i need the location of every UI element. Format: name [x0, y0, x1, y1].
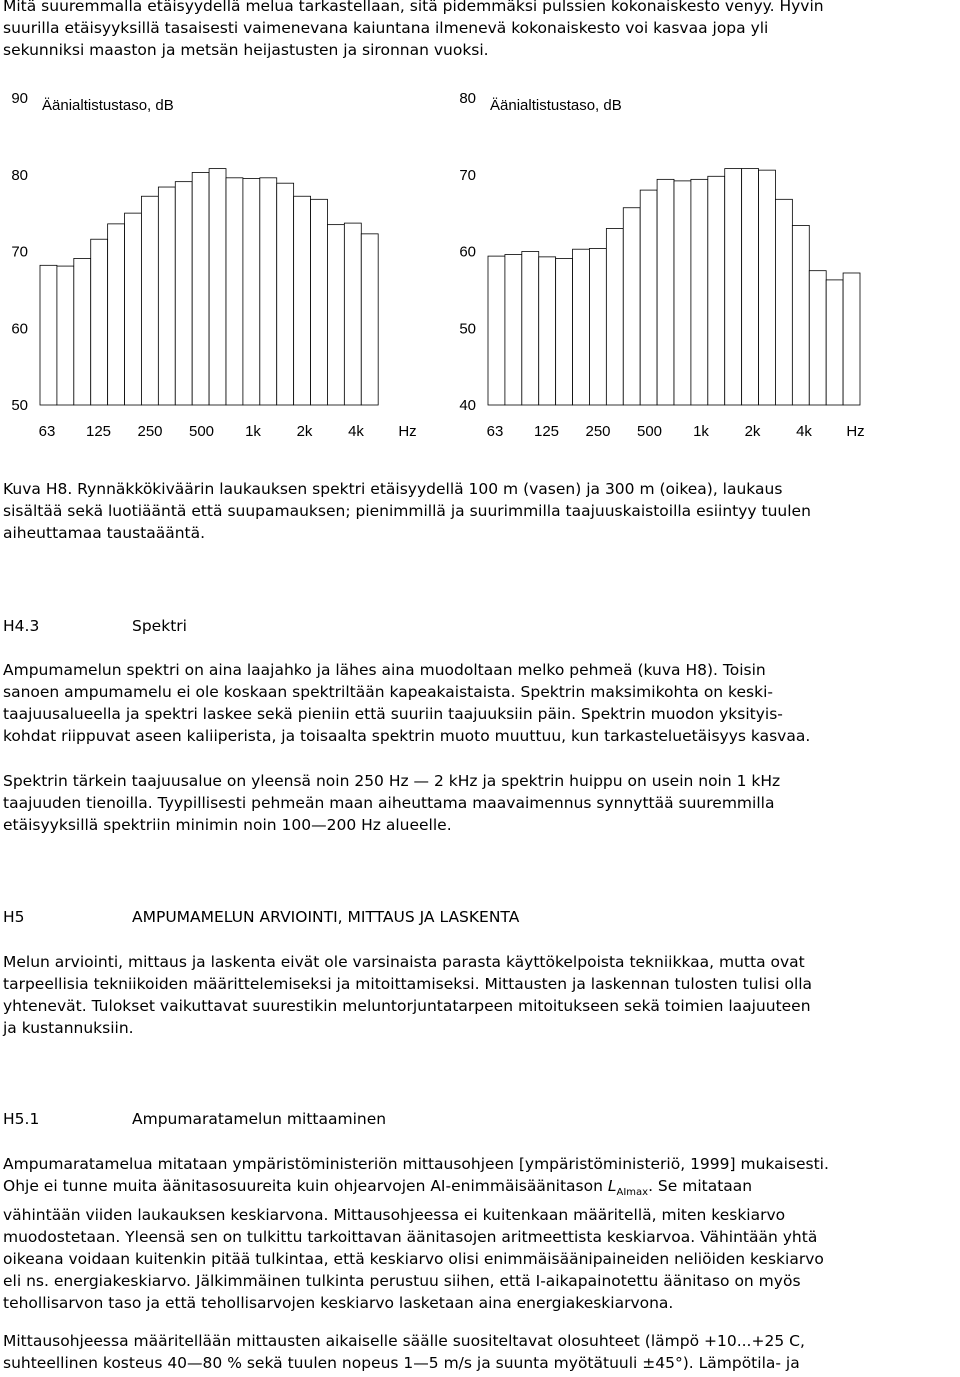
- text-line: tehollisarvon taso ja että tehollisarvojen keskiarvo lasketaan aina energiakeskiarvona.: [3, 1294, 674, 1313]
- x-tick-label: 2k: [296, 423, 313, 440]
- bar: [826, 280, 843, 405]
- bar: [91, 239, 108, 405]
- bar: [57, 266, 74, 405]
- bar: [327, 225, 344, 405]
- y-tick-label: 70: [459, 166, 476, 184]
- bar: [277, 183, 294, 405]
- spectrum-chart-300m: [448, 92, 888, 447]
- y-tick-label: 60: [11, 320, 28, 338]
- text-segment: . Se mitataan: [648, 1177, 753, 1195]
- paragraph-measurement-2: [3, 1330, 957, 1374]
- spectrum-chart-300m-svg: [448, 92, 888, 447]
- bar: [361, 234, 378, 405]
- y-tick-label: 80: [459, 90, 476, 107]
- bar: [792, 225, 809, 405]
- paragraph-spectrum-2: [3, 770, 957, 836]
- bar: [125, 213, 142, 405]
- text-line: kohdat riippuvat aseen kaliiperista, ja toisaalta spektrin muoto muuttuu, kun tarkasteluetäisyys kasvaa.: [3, 727, 811, 745]
- section-title: Spektri: [132, 617, 187, 635]
- intro-paragraph: [3, 0, 957, 61]
- text-line: taajuuden tienoilla. Tyypillisesti pehmeän maan aiheuttama maavaimennus synnyttää suuremmilla: [3, 794, 775, 812]
- y-tick-label: 90: [11, 90, 28, 107]
- bar: [192, 172, 209, 405]
- chart-title: Äänialtistustaso, dB: [42, 97, 174, 114]
- y-tick-label: 50: [459, 320, 476, 338]
- bar: [657, 179, 674, 405]
- text-line: ja kustannuksiin.: [3, 1019, 134, 1037]
- section-title: AMPUMAMELUN ARVIOINTI, MITTAUS JA LASKENTA: [132, 908, 520, 926]
- bar: [623, 208, 640, 405]
- text-line: sekunniksi maaston ja metsän heijastusten ja sironnan vuoksi.: [3, 41, 489, 59]
- x-tick-label: 1k: [245, 423, 261, 440]
- text-line: vähintään viiden laukauksen keskiarvona. Mittausohjeessa ei kuitenkaan määritellä, miten keskiarvo: [3, 1206, 786, 1225]
- bar: [344, 223, 361, 405]
- bar: [809, 271, 826, 405]
- bar: [708, 176, 725, 405]
- spectrum-chart-100m-svg: [0, 92, 440, 447]
- bar: [843, 273, 860, 405]
- text-line: Ampumaratamelua mitataan ympäristöministeriön mittausohjeen [ympäristöministeriö, 1999] mukaisesti.: [3, 1155, 829, 1173]
- x-tick-label: 250: [585, 423, 611, 440]
- text-line: taajuusalueella ja spektri laskee sekä pieniin että suuriin taajuuksiin päin. Spektrin muodon yksityis-: [3, 705, 783, 723]
- x-tick-label: 4k: [348, 423, 364, 440]
- x-tick-label: 125: [533, 423, 560, 440]
- bar: [175, 182, 192, 405]
- bar: [725, 169, 742, 405]
- section-number: H5.1: [3, 1110, 40, 1128]
- bar: [759, 170, 776, 405]
- section-title: Ampumaratamelun mittaaminen: [132, 1110, 387, 1128]
- bar: [640, 190, 657, 405]
- text-segment: Ohje ei tunne muita äänitasosuureita kuin ohjearvojen AI-enimmäisäänitason: [3, 1177, 608, 1195]
- bar: [141, 196, 158, 405]
- bar: [40, 265, 57, 405]
- text-line: sanoen ampumamelu ei ole koskaan spektriltään kapeakaistaista. Spektrin maksimikohta on keski-: [3, 683, 773, 701]
- x-tick-label: 63: [486, 423, 504, 440]
- bar: [243, 179, 260, 405]
- section-number: H5: [3, 908, 25, 926]
- x-tick-label: Hz: [398, 423, 417, 440]
- text-line: oikeana voidaan kuitenkin pitää tulkintaa, että keskiarvo olisi enimmäisäänipaineiden neliöiden keskiarvo: [3, 1250, 824, 1269]
- y-tick-label: 70: [11, 243, 28, 261]
- text-line: Melun arviointi, mittaus ja laskenta eivät ole varsinaista parasta käyttökelpoista tekniikkaa, mutta ovat: [3, 953, 805, 971]
- text-line: Spektrin tärkein taajuusalue on yleensä noin 250 Hz — 2 kHz ja spektrin huippu on usein noin 1 kHz: [3, 772, 781, 790]
- text-line: suhteellinen kosteus 40—80 % sekä tuulen nopeus 1—5 m/s ja suunta myötätuuli ±45°). Lämpötila- ja: [3, 1354, 800, 1372]
- bar: [573, 249, 590, 405]
- paragraph-assessment: [3, 951, 957, 1039]
- figure-caption: [3, 478, 957, 544]
- x-tick-label: 4k: [796, 423, 812, 440]
- x-tick-label: 500: [636, 423, 663, 440]
- x-tick-label: 63: [38, 423, 56, 440]
- bar: [589, 248, 606, 405]
- x-tick-label: Hz: [846, 423, 865, 440]
- paragraph-measurement-1: [3, 1153, 957, 1314]
- bar: [158, 187, 175, 405]
- x-tick-label: 125: [85, 423, 112, 440]
- paragraph-spectrum-1: [3, 659, 957, 747]
- bar: [775, 199, 792, 405]
- y-tick-label: 80: [11, 166, 28, 184]
- text-line: Kuva H8. Rynnäkkökiväärin laukauksen spektri etäisyydellä 100 m (vasen) ja 300 m (oikea), laukaus: [3, 480, 783, 498]
- chart-title: Äänialtistustaso, dB: [490, 97, 622, 114]
- y-tick-label: 50: [11, 397, 28, 414]
- bar: [522, 252, 539, 406]
- bar: [691, 179, 708, 405]
- bar: [742, 169, 759, 405]
- text-line: aiheuttamaa taustaääntä.: [3, 524, 206, 542]
- x-tick-label: 2k: [744, 423, 761, 440]
- text-line: sisältää sekä luotiääntä että suupamauksen; pienimmillä ja suurimmilla taajuuskaistoilla esiintyy tuulen: [3, 502, 811, 520]
- text-line: etäisyyksillä spektriin minimin noin 100—200 Hz alueelle.: [3, 816, 452, 834]
- bar: [539, 257, 556, 405]
- x-tick-label: 500: [188, 423, 215, 440]
- symbol-l: L: [607, 1177, 617, 1195]
- text-line: [3, 1175, 957, 1204]
- text-line: suurilla etäisyyksillä tasaisesti vaimenevana kaiuntana ilmenevä kokonaiskesto voi kasvaa jopa yli: [3, 19, 769, 37]
- y-tick-label: 60: [459, 243, 476, 261]
- y-tick-label: 40: [459, 397, 476, 414]
- x-tick-label: 1k: [693, 423, 709, 440]
- bar: [311, 199, 328, 405]
- text-line: Mittausohjeessa määritellään mittausten aikaiselle säälle suositeltavat olosuhteet (lämpö +10...+25 C,: [3, 1332, 805, 1350]
- x-tick-label: 250: [137, 423, 163, 440]
- text-line: eli ns. energiakeskiarvo. Jälkimmäinen tulkinta perustuu siihen, että I-aikapainotettu äänitaso on myös: [3, 1272, 801, 1291]
- text-line: Ampumamelun spektri on aina laajahko ja lähes aina muodoltaan melko pehmeä (kuva H8). Toisin: [3, 661, 766, 679]
- spectrum-chart-100m: [0, 92, 440, 447]
- bar: [74, 258, 91, 405]
- text-line: tarpeellisia tekniikoiden määrittelemiseksi ja mitoittamiseksi. Mittausten ja laskennan tulosten tulisi olla: [3, 975, 813, 993]
- symbol-subscript: AImax: [616, 1187, 649, 1199]
- text-line: muodostetaan. Yleensä sen on tulkittu tarkoittavan äänitasojen aritmeettista keskiarvoa. Vähintään yhtä: [3, 1228, 818, 1247]
- section-number: H4.3: [3, 617, 40, 635]
- bar: [260, 178, 277, 405]
- bar: [606, 228, 623, 405]
- bar: [294, 196, 311, 405]
- bar: [226, 178, 243, 405]
- text-line: Mitä suuremmalla etäisyydellä melua tarkastellaan, sitä pidemmäksi pulssien kokonaiskesto venyy. Hyvin: [3, 0, 824, 15]
- bar: [674, 181, 691, 405]
- text-line: yhtenevät. Tulokset vaikuttavat suurestikin meluntorjuntatarpeen mitoitukseen sekä toimien laajuuteen: [3, 997, 811, 1015]
- bar: [209, 169, 226, 405]
- bar: [488, 256, 505, 405]
- bar: [108, 224, 125, 405]
- bar: [505, 255, 522, 405]
- bar: [556, 258, 573, 405]
